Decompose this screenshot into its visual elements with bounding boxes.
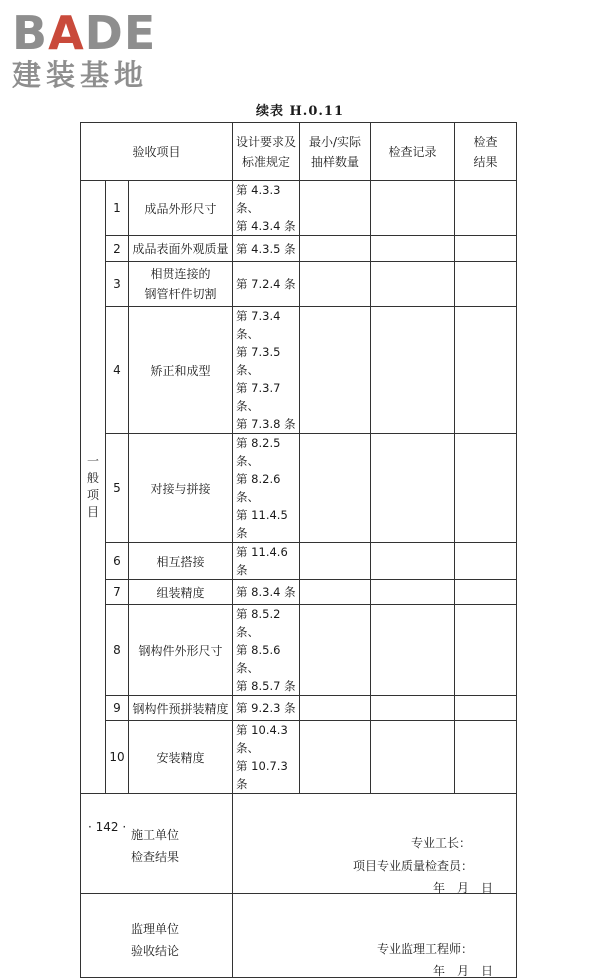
row-number: 4 (106, 307, 129, 434)
row-name: 成品表面外观质量 (129, 236, 233, 262)
row-name: 对接与拼接 (129, 434, 233, 543)
record-cell (371, 696, 455, 721)
record-cell (371, 307, 455, 434)
row-number: 6 (106, 543, 129, 580)
row-number: 1 (106, 181, 129, 236)
row-name: 钢构件预拼装精度 (129, 696, 233, 721)
row-name: 相互搭接 (129, 543, 233, 580)
sample-cell (300, 434, 371, 543)
row-clause: 第 11.4.6 条 (233, 543, 300, 580)
table-caption: 续表 H.0.11 (256, 104, 344, 119)
row-number: 8 (106, 605, 129, 696)
acceptance-table (80, 122, 517, 978)
row-number: 5 (106, 434, 129, 543)
table-row (81, 605, 517, 696)
category-cell (81, 181, 106, 794)
row-clause: 第 10.4.3 条、 第 10.7.3 条 (233, 721, 300, 794)
record-cell (371, 543, 455, 580)
page-number: · 142 · (88, 820, 127, 834)
table-row (81, 181, 517, 236)
result-cell (455, 605, 517, 696)
result-cell (455, 721, 517, 794)
logo-subtitle: 建装基地 (12, 58, 149, 92)
row-name: 钢构件外形尺寸 (129, 605, 233, 696)
construction-label: 施工单位 检查结果 (81, 794, 233, 894)
construction-date: 年 月 日 (433, 881, 494, 895)
record-cell (371, 434, 455, 543)
construction-row (81, 794, 517, 894)
header-record: 检查记录 (371, 123, 455, 181)
supervision-signoff (233, 894, 517, 978)
row-clause: 第 8.2.5 条、 第 8.2.6 条、 第 11.4.5 条 (233, 434, 300, 543)
row-number: 3 (106, 262, 129, 307)
row-number: 9 (106, 696, 129, 721)
table-row (81, 236, 517, 262)
result-cell (455, 543, 517, 580)
inspector-label: 项目专业质量检查员： (353, 859, 474, 873)
construction-signoff (233, 794, 517, 894)
header-item: 验收项目 (81, 123, 233, 181)
sample-cell (300, 307, 371, 434)
sample-cell (300, 721, 371, 794)
record-cell (371, 580, 455, 605)
result-cell (455, 434, 517, 543)
record-cell (371, 236, 455, 262)
row-number: 10 (106, 721, 129, 794)
sample-cell (300, 181, 371, 236)
supervision-date: 年 月 日 (433, 964, 494, 978)
row-clause: 第 4.3.5 条 (233, 236, 300, 262)
table-row (81, 721, 517, 794)
engineer-label: 专业监理工程师： (377, 942, 474, 956)
row-number: 2 (106, 236, 129, 262)
row-name: 相贯连接的 钢管杆件切割 (129, 262, 233, 307)
result-cell (455, 307, 517, 434)
record-cell (371, 181, 455, 236)
foreman-label: 专业工长： (411, 836, 472, 850)
row-clause: 第 9.2.3 条 (233, 696, 300, 721)
row-clause: 第 8.3.4 条 (233, 580, 300, 605)
table-row (81, 696, 517, 721)
category-label: 一般项目 (86, 454, 99, 519)
row-clause: 第 8.5.2 条、 第 8.5.6 条、 第 8.5.7 条 (233, 605, 300, 696)
table-row (81, 580, 517, 605)
header-row (81, 123, 517, 181)
sample-cell (300, 696, 371, 721)
record-cell (371, 605, 455, 696)
supervision-label: 监理单位 验收结论 (81, 894, 233, 978)
record-cell (371, 721, 455, 794)
result-cell (455, 181, 517, 236)
table-row (81, 262, 517, 307)
header-design: 设计要求及 标准规定 (233, 123, 300, 181)
result-cell (455, 262, 517, 307)
row-number: 7 (106, 580, 129, 605)
header-result: 检查 结果 (455, 123, 517, 181)
row-name: 组装精度 (129, 580, 233, 605)
supervision-row (81, 894, 517, 978)
row-name: 安装精度 (129, 721, 233, 794)
sample-cell (300, 262, 371, 307)
sample-cell (300, 580, 371, 605)
result-cell (455, 580, 517, 605)
record-cell (371, 262, 455, 307)
row-clause: 第 7.2.4 条 (233, 262, 300, 307)
result-cell (455, 236, 517, 262)
brand-logo (12, 8, 192, 92)
sample-cell (300, 605, 371, 696)
sample-cell (300, 543, 371, 580)
header-sample: 最小/实际 抽样数量 (300, 123, 371, 181)
row-name: 成品外形尺寸 (129, 181, 233, 236)
sample-cell (300, 236, 371, 262)
row-name: 矫正和成型 (129, 307, 233, 434)
row-clause: 第 7.3.4 条、 第 7.3.5 条、 第 7.3.7 条、 第 7.3.8 条 (233, 307, 300, 434)
table-row (81, 543, 517, 580)
logo-wordmark: BADE (12, 6, 157, 60)
result-cell (455, 696, 517, 721)
table-row (81, 434, 517, 543)
row-clause: 第 4.3.3 条、 第 4.3.4 条 (233, 181, 300, 236)
table-row (81, 307, 517, 434)
